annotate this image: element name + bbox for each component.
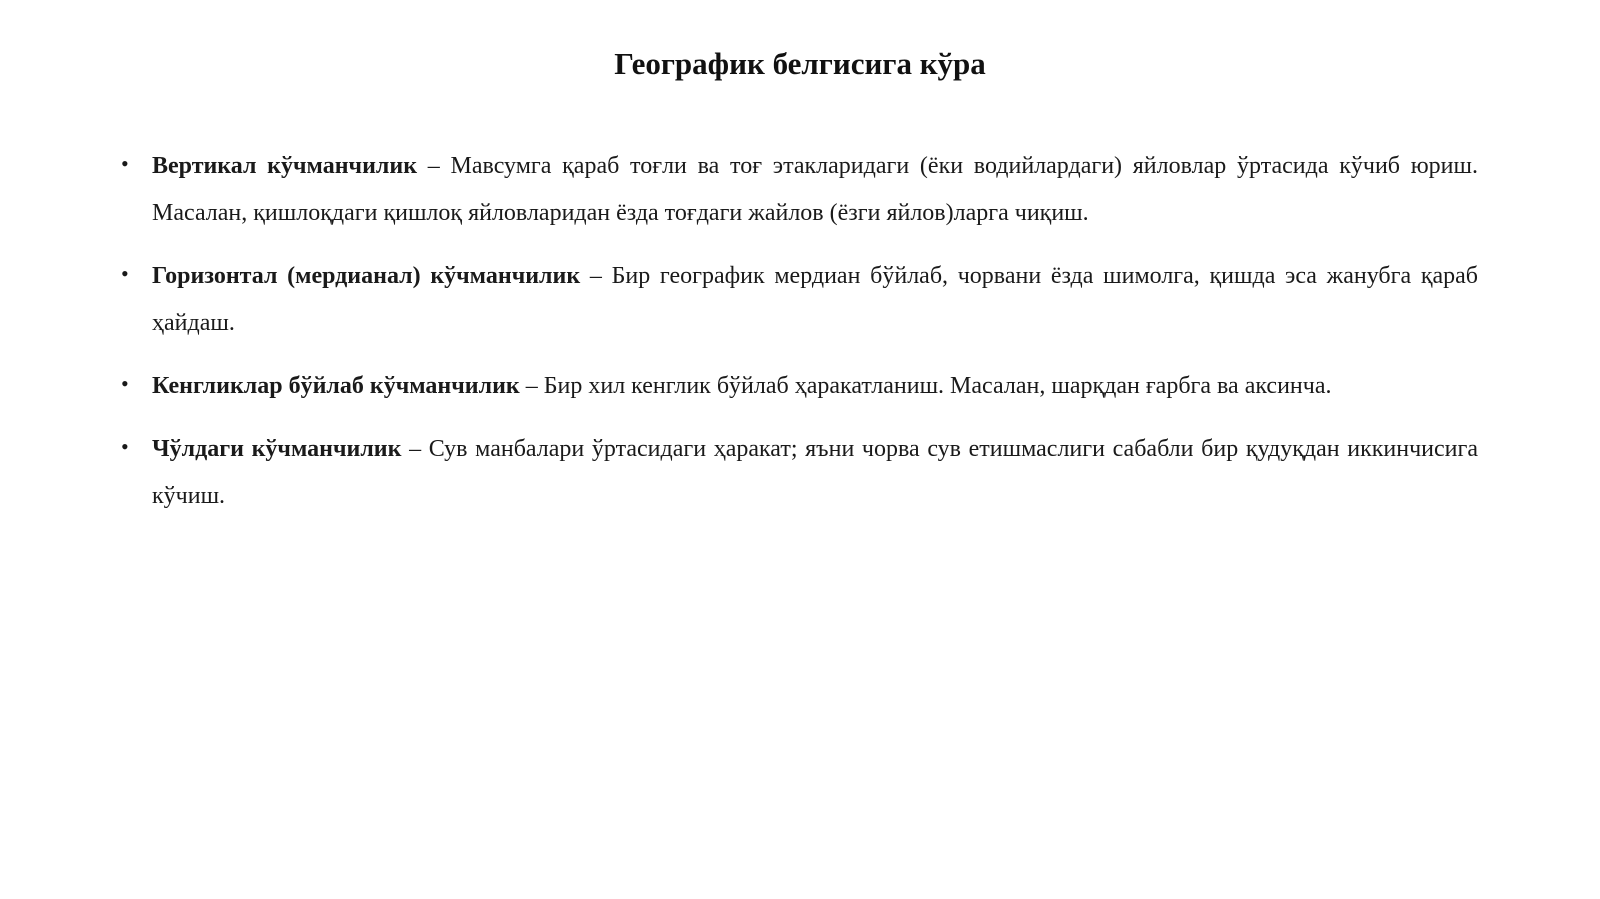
- bullet-list: [118, 143, 1478, 536]
- bullet-term: Горизонтал (мердианал) кўчманчилик: [152, 263, 581, 289]
- bullet-dot-icon: •: [121, 151, 129, 176]
- bullet-item: [118, 143, 1478, 237]
- bullet-item: [118, 363, 1478, 410]
- bullet-term: Кенгликлар бўйлаб кўчманчилик: [152, 373, 520, 399]
- bullet-item: [118, 426, 1478, 520]
- slide-title: Географик белгисига кўра: [614, 46, 986, 81]
- bullet-item: [118, 253, 1478, 347]
- bullet-text: – Сув манбалари ўртасидаги ҳаракат; яъни чорва сув етишмаслиги сабабли бир қудуқдан иккинчисига кўчиш.: [152, 436, 1478, 509]
- bullet-term: Чўлдаги кўчманчилик: [152, 436, 402, 462]
- bullet-dot-icon: •: [121, 434, 129, 459]
- bullet-text: – Мавсумга қараб тоғли ва тоғ этакларидаги (ёки водийлардаги) яйловлар ўртасида кўчиб юриш. Масалан, қишлоқдаги қишлоқ яйловларидан ёзда тоғдаги жайлов (ёзги яйлов)ларга чиқиш.: [152, 153, 1478, 226]
- bullet-dot-icon: •: [121, 371, 129, 396]
- bullet-text: – Бир хил кенглик бўйлаб ҳаракатланиш. Масалан, шарқдан ғарбга ва аксинча.: [519, 373, 1332, 399]
- bullet-dot-icon: •: [121, 261, 129, 286]
- bullet-text: – Бир географик мердиан бўйлаб, чорвани ёзда шимолга, қишда эса жанубга қараб ҳайдаш.: [152, 263, 1478, 336]
- bullet-term: Вертикал кўчманчилик: [152, 153, 418, 179]
